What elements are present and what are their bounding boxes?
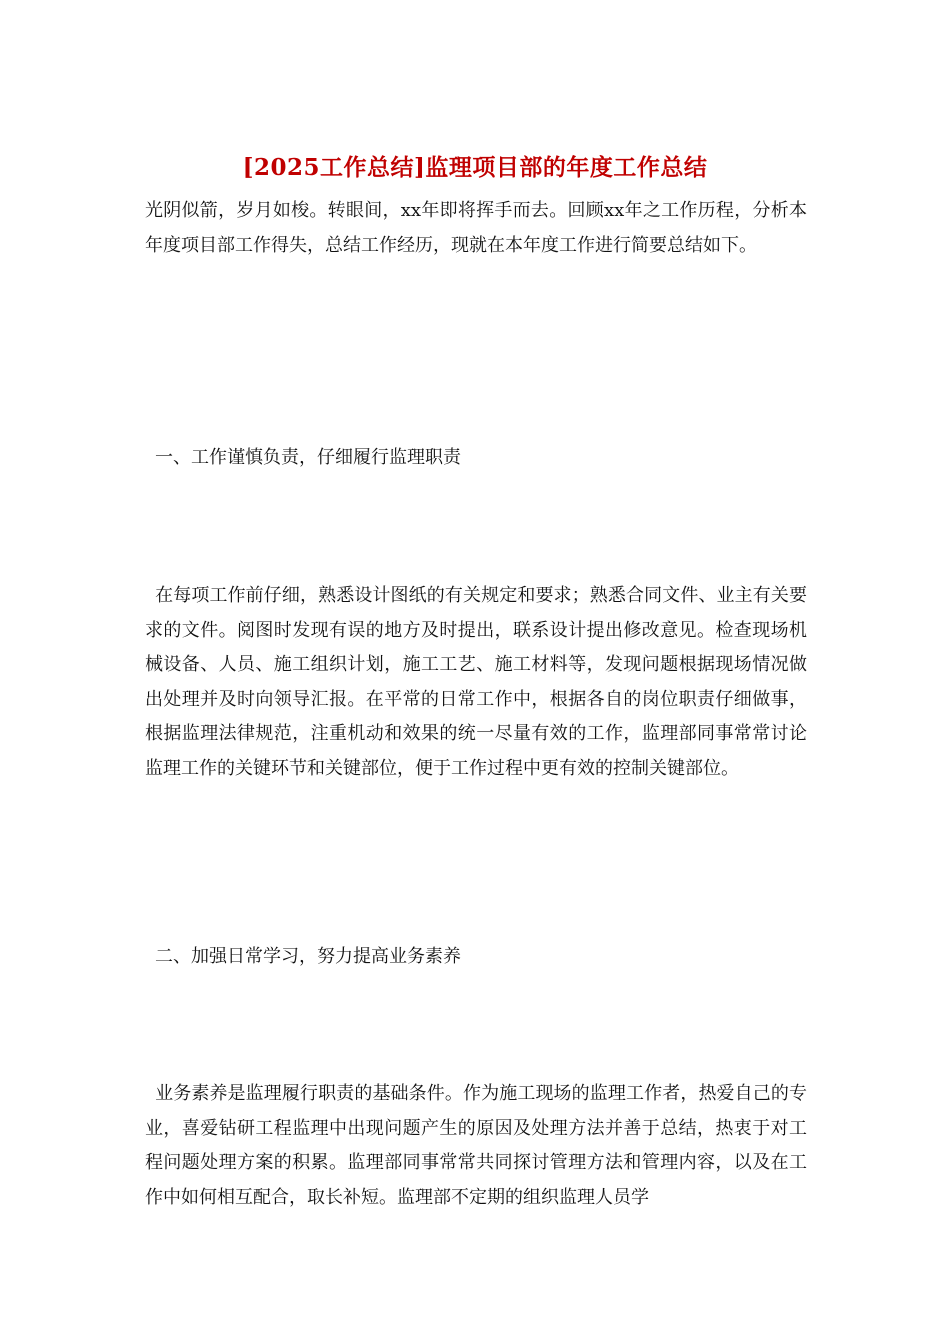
section-2-paragraph-text: 业务素养是监理履行职责的基础条件。作为施工现场的监理工作者，热爱自己的专业，喜爱钻研工程监理中出现问题产生的原因及处理方法并善于总结，热衷于对工程问题处理方案的积累。监理部同事常常共同探讨管理方法和管理内容，以及在工作中如何相互配合，取长补短。监理部不定期的组织监理人员学 <box>145 1083 807 1208</box>
section-1-heading-text: 一、工作谨慎负责，仔细履行监理职责 <box>155 447 461 468</box>
section-1-paragraph-text: 在每项工作前仔细，熟悉设计图纸的有关规定和要求；熟悉合同文件、业主有关要求的文件。阅图时发现有误的地方及时提出，联系设计提出修改意见。检查现场机械设备、人员、施工组织计划，施工工艺、施工材料等，发现问题根据现场情况做出处理并及时向领导汇报。在平常的日常工作中，根据各自的岗位职责仔细做事，根据监理法律规范，注重机动和效果的统一尽量有效的工作，监理部同事常常讨论监理工作的关键环节和关键部位，便于工作过程中更有效的控制关键部位。 <box>145 585 807 779</box>
document-title: [2025工作总结]监理项目部的年度工作总结 <box>242 154 708 181</box>
section-2-paragraph <box>145 1077 807 1215</box>
section-1-heading <box>145 441 807 475</box>
section-2-heading <box>145 940 807 974</box>
section-2-heading-text: 二、加强日常学习，努力提高业务素养 <box>155 946 461 967</box>
intro-paragraph: 光阴似箭，岁月如梭。转眼间，xx年即将挥手而去。回顾xx年之工作历程，分析本年度项目部工作得失，总结工作经历，现就在本年度工作进行简要总结如下。 <box>145 200 807 256</box>
section-1-paragraph <box>145 579 807 786</box>
